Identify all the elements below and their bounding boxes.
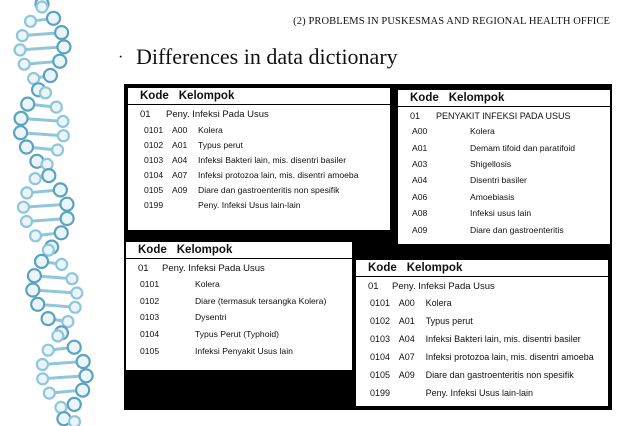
table-row (128, 152, 390, 167)
row-name: Dysentri (194, 312, 227, 323)
row-name: Infeksi usus lain (470, 208, 532, 219)
dna-node (42, 169, 55, 182)
row-code: 0102 (140, 295, 160, 306)
dna-node (21, 216, 32, 227)
dna-node (61, 212, 74, 225)
row-code: 0103 (370, 334, 391, 344)
dna-node (28, 269, 41, 282)
table-row (398, 139, 610, 155)
group-name: PENYAKIT INFEKSI PADA USUS (436, 111, 571, 121)
group-name: Peny. Infeksi Pada Usus (162, 263, 265, 274)
dna-node (44, 388, 55, 399)
row-code: 0103 (144, 154, 164, 165)
dna-node (51, 102, 62, 113)
group-code: 01 (368, 281, 379, 292)
row-icd-code: A04 (398, 334, 415, 344)
dictionary-table-2 (398, 90, 610, 244)
row-code: A09 (412, 224, 428, 235)
group-name: Peny. Infeksi Pada Usus (166, 109, 269, 120)
dna-node (35, 255, 48, 268)
dna-node (30, 230, 41, 241)
row-code: 0104 (144, 169, 164, 180)
row-name: Disentri basiler (470, 175, 527, 186)
row-name: Shigellosis (470, 158, 512, 169)
col-kode: Kode (138, 244, 167, 256)
table-row (356, 312, 608, 330)
row-code: 0105 (140, 345, 160, 356)
table-row (126, 276, 352, 293)
row-name: Typus Perut (Typhoid) (194, 329, 280, 340)
table-row (356, 294, 608, 312)
dna-node (71, 288, 82, 299)
row-icd-code: A01 (172, 139, 188, 150)
dna-node (62, 316, 73, 327)
dna-node (43, 245, 54, 256)
dna-node (44, 69, 57, 82)
row-icd-code: A00 (398, 298, 415, 308)
row-name: Demam tifoid dan paratifoid (470, 142, 576, 153)
row-name: Kolera (425, 298, 452, 308)
row-icd-code: A00 (172, 124, 188, 135)
dna-node (80, 369, 93, 382)
dna-node (68, 341, 81, 354)
dna-node (25, 16, 36, 27)
row-icd-code: A07 (172, 169, 188, 180)
dna-node (40, 87, 51, 98)
dna-node (55, 226, 68, 239)
dna-node (42, 312, 55, 325)
row-code: A03 (412, 158, 428, 169)
table-row (356, 330, 608, 348)
row-name: Diare (termasuk tersangka Kolera) (194, 295, 327, 306)
dna-node (21, 187, 32, 198)
row-code: 0101 (140, 279, 160, 290)
row-code: 0105 (144, 184, 164, 195)
row-code: 0105 (370, 370, 391, 380)
row-code: 0104 (140, 329, 160, 340)
table-row (356, 366, 608, 384)
row-icd-code: A04 (172, 154, 188, 165)
dictionary-table-1 (128, 88, 390, 230)
row-name: Diare dan gastroenteritis non spesifik (425, 370, 574, 380)
dna-node (52, 145, 63, 156)
dna-node (69, 416, 80, 426)
dna-node (68, 398, 81, 411)
table-row (128, 167, 390, 182)
group-row (128, 105, 390, 122)
dna-node (31, 298, 44, 311)
row-code: A00 (412, 126, 428, 137)
group-row (398, 107, 610, 123)
dna-node (14, 126, 27, 139)
dna-node (77, 355, 90, 368)
group-code: 01 (410, 111, 421, 121)
col-kelompok: Kelompok (176, 244, 233, 256)
table-header (356, 260, 608, 277)
table-header (128, 88, 390, 105)
table-row (128, 137, 390, 152)
dna-node (58, 130, 69, 141)
table-row (398, 172, 610, 188)
table-row (398, 221, 610, 237)
dna-node (52, 330, 63, 341)
dna-node (42, 159, 53, 170)
table-row (356, 348, 608, 366)
dna-node (60, 198, 73, 211)
dictionary-table-3 (126, 242, 352, 370)
row-code: A04 (412, 175, 428, 186)
table-header (126, 242, 352, 259)
bullet-point (118, 44, 398, 70)
row-name: Typus perut (425, 316, 473, 326)
dna-node (56, 259, 67, 270)
row-code: A01 (412, 142, 428, 153)
row-code: 0103 (140, 312, 160, 323)
table-row (126, 293, 352, 310)
row-name: Diare dan gastroenteritis non spesifik (198, 184, 340, 195)
row-code: A06 (412, 191, 428, 202)
dna-node (37, 359, 48, 370)
row-code: 0199 (370, 388, 391, 398)
row-icd-code: A09 (398, 370, 415, 380)
row-name: Kolera (194, 279, 220, 290)
row-name: Diare dan gastroenteritis (470, 224, 564, 235)
row-icd-code: A09 (172, 184, 188, 195)
table-row (128, 182, 390, 197)
row-code: A08 (412, 208, 428, 219)
table-row (398, 156, 610, 172)
dna-node (53, 55, 66, 68)
dna-node (76, 384, 89, 397)
table-row (126, 342, 352, 359)
dna-helix-decoration (0, 0, 110, 426)
row-code: 0104 (370, 352, 391, 362)
row-code: 0101 (144, 124, 164, 135)
dna-node (17, 30, 28, 41)
dna-node (37, 373, 48, 384)
dna-node (47, 12, 60, 25)
row-code: 0102 (144, 139, 164, 150)
dna-node (15, 112, 28, 125)
group-code: 01 (138, 263, 149, 274)
row-name: Infeksi protozoa lain, mis. disentri amoeba (425, 352, 594, 362)
table-header (398, 90, 610, 107)
group-name: Peny. Infeksi Pada Usus (392, 281, 495, 292)
table-row (128, 122, 390, 137)
dna-node (20, 141, 33, 154)
row-name: Infeksi Penyakit Usus lain (194, 345, 293, 356)
table-row (398, 205, 610, 221)
dna-node (19, 59, 30, 70)
table-row (128, 197, 390, 212)
dna-node (55, 26, 68, 39)
row-name: Typus perut (198, 139, 243, 150)
table-row (398, 123, 610, 139)
dna-node (18, 202, 29, 213)
row-name: Infeksi Bakteri lain, mis. disentri basiler (425, 334, 581, 344)
row-icd-code: A01 (398, 316, 415, 326)
dna-node (37, 2, 48, 13)
bullet-text: Differences in data dictionary (136, 44, 398, 69)
row-name: Peny. Infeksi Usus lain-lain (198, 199, 301, 210)
dna-node (70, 302, 81, 313)
dna-node (57, 116, 68, 127)
col-kode: Kode (410, 92, 439, 104)
row-code: 0102 (370, 316, 391, 326)
row-code: 0199 (144, 199, 164, 210)
table-row (126, 309, 352, 326)
dna-node (54, 183, 67, 196)
table-row (398, 189, 610, 205)
dna-node (30, 173, 41, 184)
group-code: 01 (140, 109, 151, 120)
group-row (126, 259, 352, 276)
dna-node (15, 44, 26, 55)
row-name: Amoebiasis (470, 191, 515, 202)
row-name: Infeksi Bakteri lain, mis. disentri basiler (198, 154, 347, 165)
col-kode: Kode (368, 262, 397, 274)
dna-node (43, 345, 54, 356)
row-name: Kolera (470, 126, 495, 137)
table-row (126, 326, 352, 343)
row-icd-code: A07 (398, 352, 415, 362)
col-kelompok: Kelompok (406, 262, 463, 274)
dna-node (57, 40, 70, 53)
slide-header: (2) PROBLEMS IN PUSKESMAS AND REGIONAL HEALTH OFFICE (293, 16, 610, 27)
dictionary-table-4 (356, 260, 608, 406)
row-name: Infeksi protozoa lain, mis. disentri amoeba (198, 169, 359, 180)
dna-node (67, 273, 78, 284)
row-name: Peny. Infeksi Usus lain-lain (425, 388, 534, 398)
col-kode: Kode (140, 90, 169, 102)
row-name: Kolera (198, 124, 223, 135)
dna-node (21, 98, 34, 111)
table-row (356, 384, 608, 402)
bullet-icon: · (118, 49, 124, 66)
col-kelompok: Kelompok (178, 90, 235, 102)
dna-node (26, 284, 39, 297)
group-row (356, 277, 608, 294)
col-kelompok: Kelompok (448, 92, 505, 104)
row-code: 0101 (370, 298, 391, 308)
